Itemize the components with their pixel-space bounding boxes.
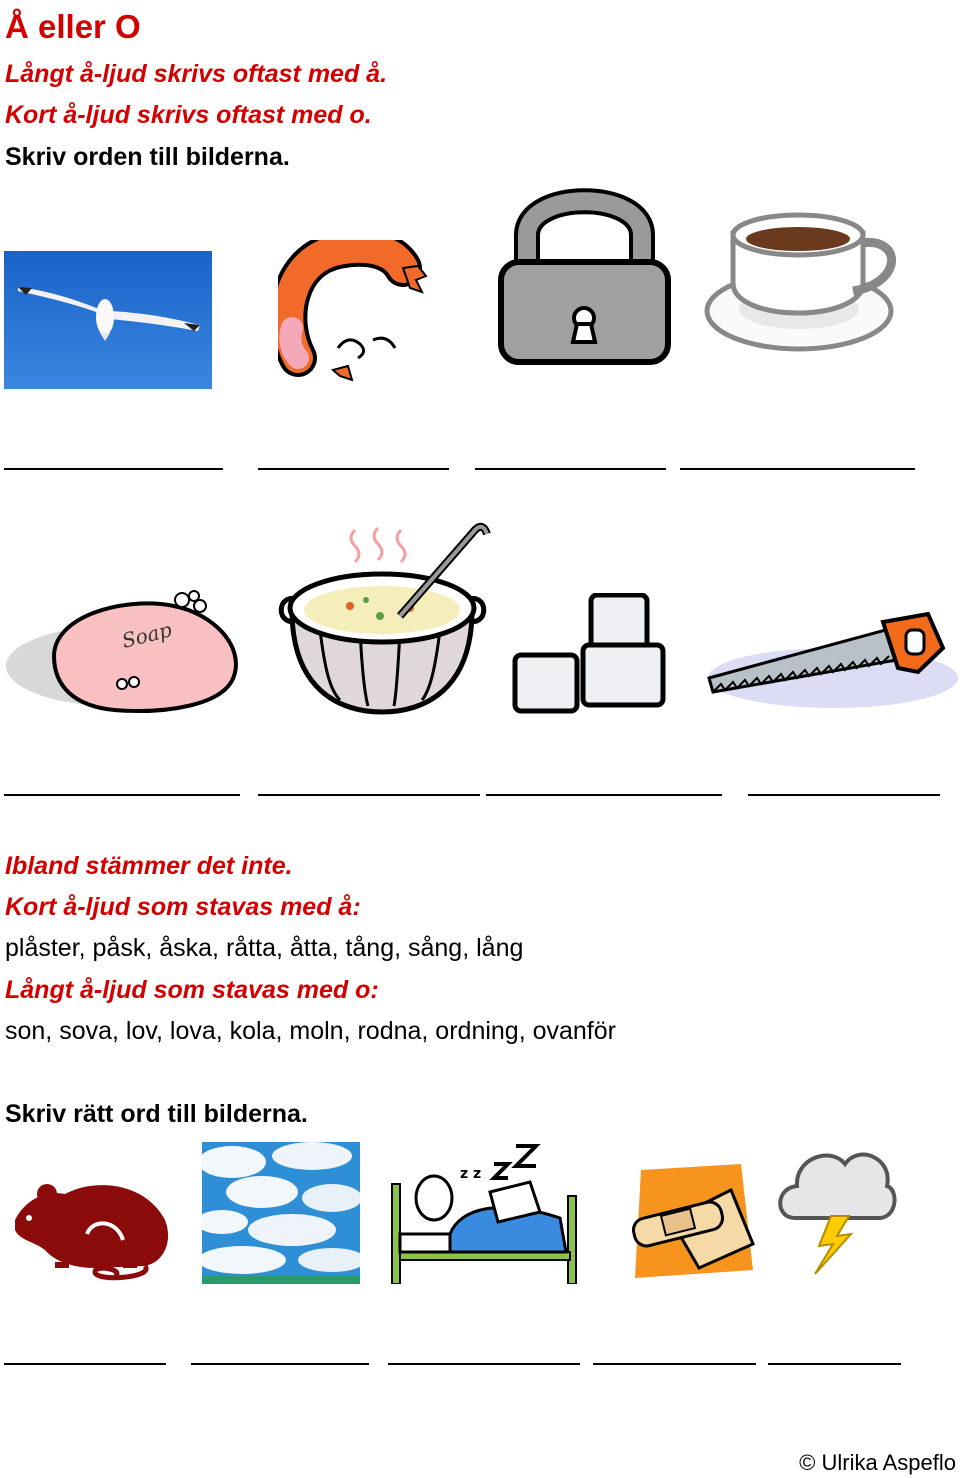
- page-title: Å eller O: [5, 8, 141, 45]
- rule-long: Långt å-ljud skrivs oftast med å.: [5, 60, 388, 88]
- answer-line[interactable]: [258, 468, 449, 470]
- answer-line[interactable]: [475, 468, 666, 470]
- clouds-picture: [202, 1142, 360, 1284]
- long-with-o-heading: Långt å-ljud som stavas med o:: [5, 976, 379, 1004]
- answer-line[interactable]: [258, 794, 480, 796]
- thundercloud-picture: [775, 1138, 897, 1280]
- copyright: © Ulrika Aspeflo: [799, 1450, 956, 1475]
- rat-picture: [5, 1170, 175, 1282]
- rule-short: Kort å-ljud skrivs oftast med o.: [5, 101, 372, 129]
- saw-picture: [703, 608, 958, 713]
- plaster-picture: [621, 1160, 761, 1282]
- coffee-cup-picture: [703, 203, 898, 357]
- soap-label: Soap: [119, 617, 175, 653]
- padlock-picture: [497, 180, 672, 366]
- answer-line[interactable]: [4, 794, 240, 796]
- instruction-2: Skriv rätt ord till bilderna.: [5, 1100, 308, 1128]
- long-with-o-words: son, sova, lov, lova, kola, moln, rodna, ordning, ovanför: [5, 1017, 616, 1045]
- soup-pot-picture: [270, 520, 495, 716]
- sleeping-person-picture: [390, 1138, 578, 1284]
- answer-line[interactable]: [593, 1363, 756, 1365]
- soap-picture: [4, 586, 244, 716]
- instruction-1: Skriv orden till bilderna.: [5, 143, 290, 171]
- svg-text:z z: z z: [460, 1166, 482, 1182]
- exceptions-heading: Ibland stämmer det inte.: [5, 852, 293, 880]
- answer-line[interactable]: [4, 468, 223, 470]
- short-with-a-words: plåster, påsk, åska, råtta, åtta, tång, sång, lång: [5, 934, 524, 962]
- answer-line[interactable]: [191, 1363, 369, 1365]
- answer-line[interactable]: [768, 1363, 901, 1365]
- answer-line[interactable]: [486, 794, 722, 796]
- answer-line[interactable]: [388, 1363, 580, 1365]
- sugar-cubes-picture: [511, 593, 667, 715]
- short-with-a-heading: Kort å-ljud som stavas med å:: [5, 893, 361, 921]
- sausage-picture: [278, 240, 440, 386]
- answer-line[interactable]: [680, 468, 915, 470]
- answer-line[interactable]: [748, 794, 940, 796]
- answer-line[interactable]: [4, 1363, 166, 1365]
- seagull-picture: [4, 251, 212, 389]
